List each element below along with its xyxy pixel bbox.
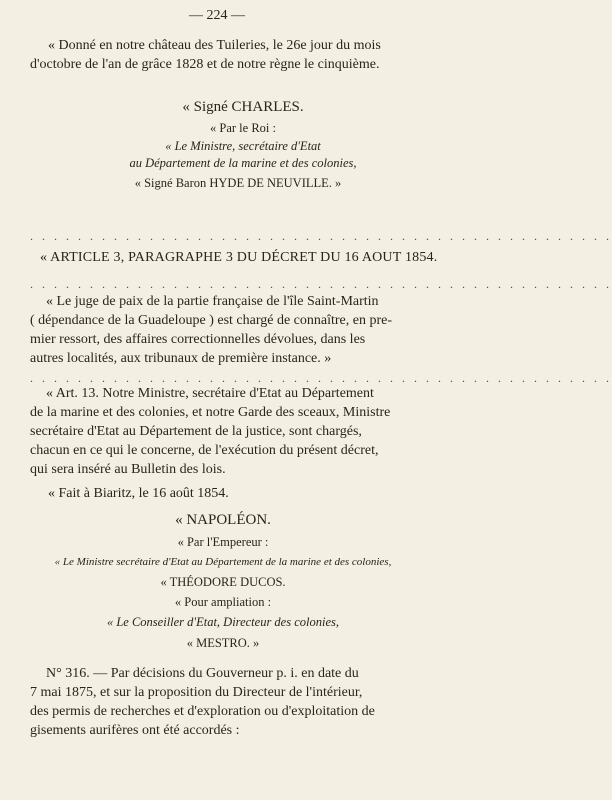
art13-paragraph [30, 384, 416, 479]
by-king: « Par le Roi : [210, 121, 276, 135]
given-line-2: d'octobre de l'an de grâce 1828 et de notre règne le cinquième. [30, 57, 380, 72]
dotted-separator-1: . . . . . . . . . . . . . . . . . . . . . . . . . . . . . . . . . . . . . . . . . . . . . . . . . [30, 229, 612, 243]
decree-closing [30, 484, 416, 503]
dotted-separator-2: . . . . . . . . . . . . . . . . . . . . . . . . . . . . . . . . . . . . . . . . . . . . . . . . . [30, 277, 612, 291]
no316-line-1: N° 316. — Par décisions du Gouverneur p. i. en date du [46, 666, 359, 681]
ordinance-signatures [30, 96, 416, 194]
emperor-minister: « Le Ministre secrétaire d'Etat au Département de la marine et des colonies, [54, 556, 392, 568]
signed-charles: « Signé CHARLES. [182, 99, 304, 115]
juge-paragraph [30, 292, 416, 368]
minister-line-1: « Le Ministre, secrétaire d'Etat [165, 139, 321, 153]
article-heading-text: « ARTICLE 3, PARAGRAPHE 3 DU DÉCRET DU 16 AOUT 1854. [40, 250, 438, 265]
no316-line-2: 7 mai 1875, et sur la proposition du Directeur de l'intérieur, [30, 685, 363, 700]
juge-line-1: « Le juge de paix de la partie française de l'île Saint-Martin [46, 294, 379, 309]
article-heading [30, 248, 438, 267]
juge-line-4: autres localités, aux tribunaux de première instance. » [30, 351, 332, 366]
ducos: « THÉODORE DUCOS. [160, 575, 286, 589]
signed-baron: « Signé Baron HYDE DE NEUVILLE. » [134, 176, 342, 190]
juge-line-2: ( dépendance de la Guadeloupe ) est chargé de connaître, en pre- [30, 313, 393, 328]
pour-ampliation: « Pour ampliation : [174, 595, 272, 609]
done-at: « Fait à Biaritz, le 16 août 1854. [48, 486, 229, 501]
no316-line-4: gisements aurifères ont été accordés : [30, 723, 240, 738]
juge-line-3: mier ressort, des affaires correctionnelles dévolues, dans les [30, 332, 366, 347]
conseiller: « Le Conseiller d'Etat, Directeur des colonies, [106, 615, 340, 629]
mestro: « MESTRO. » [186, 636, 260, 650]
no316-paragraph [30, 664, 416, 740]
given-line-1: « Donné en notre château des Tuileries, le 26e jour du mois [48, 38, 381, 53]
art13-line-5: qui sera inséré au Bulletin des lois. [30, 462, 226, 477]
art13-line-1: « Art. 13. Notre Ministre, secrétaire d'Etat au Département [46, 386, 374, 401]
art13-line-2: de la marine et des colonies, et notre Garde des sceaux, Ministre [30, 405, 391, 420]
napoleon: « NAPOLÉON. [175, 512, 271, 528]
page-number: — 224 — [189, 8, 245, 23]
minister-line-2: au Département de la marine et des colonies, [129, 156, 357, 170]
dotted-separator-3: . . . . . . . . . . . . . . . . . . . . . . . . . . . . . . . . . . . . . . . . . . . . . . . . . [30, 371, 612, 385]
by-emperor: « Par l'Empereur : [177, 535, 269, 549]
art13-line-3: secrétaire d'Etat au Département de la justice, sont chargés, [30, 424, 362, 439]
art13-line-4: chacun en ce qui le concerne, de l'exécution du présent décret, [30, 443, 379, 458]
decree-signatures [30, 508, 416, 654]
ordinance-closing [30, 36, 416, 74]
no316-line-3: des permis de recherches et d'exploration ou d'exploitation de [30, 704, 375, 719]
